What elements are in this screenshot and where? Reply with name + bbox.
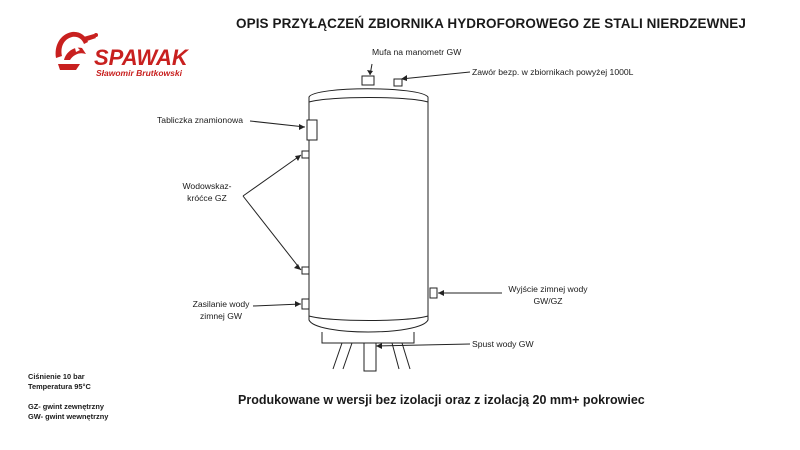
label-zasilanie-line2: zimnej GW (199, 311, 243, 321)
leader-wodowskaz-bottom (243, 196, 301, 270)
label-zawor: Zawór bezp. w zbiornikach powyżej 1000L (472, 67, 634, 77)
tank-base (322, 332, 414, 343)
fitting-wodowskaz-top (302, 151, 309, 158)
logo-brand: SPAWAK (94, 45, 188, 70)
label-tabliczka: Tabliczka znamionowa (157, 115, 243, 125)
logo-owner: Sławomir Brutkowski (96, 68, 182, 78)
arrow-mufa (367, 70, 373, 75)
arrow-spust (376, 343, 382, 349)
leader-tabliczka (250, 121, 305, 127)
note-gw: GW- gwint wewnętrzny (28, 412, 109, 421)
drain-pipe (364, 343, 376, 371)
arrow-tabliczka (299, 124, 305, 130)
leader-zawor (401, 72, 470, 79)
arrow-wyjscie (438, 290, 444, 296)
fitting-zasilanie (302, 299, 309, 309)
label-wyjscie-line2: GW/GZ (533, 296, 563, 306)
note-pressure: Ciśnienie 10 bar (28, 372, 85, 381)
leader-wodowskaz-top (243, 155, 301, 196)
label-wodowskaz (178, 180, 236, 204)
page-title: OPIS PRZYŁĄCZEŃ ZBIORNIKA HYDROFOROWEGO ZE STALI NIERDZEWNEJ (236, 16, 747, 31)
label-wyjscie-line1: Wyjście zimnej wody (508, 284, 588, 294)
label-wyjscie (503, 283, 593, 307)
leader-spust (376, 344, 470, 346)
notes (28, 372, 108, 422)
fitting-wodowskaz-bottom (302, 267, 309, 274)
arrow-zasilanie (295, 301, 301, 307)
tank-leg-left (333, 343, 342, 369)
tank-leg-right (402, 343, 410, 369)
tank-leg-right-inner (392, 343, 399, 369)
tagline: Produkowane w wersji bez izolacji oraz z izolacją 20 mm+ pokrowiec (238, 393, 645, 407)
tank-body (309, 89, 428, 332)
arrow-wodowskaz-bottom (294, 264, 301, 270)
fitting-wyjscie (430, 288, 437, 298)
fitting-mufa (362, 76, 374, 85)
leader-zasilanie (253, 304, 301, 306)
label-zasilanie (190, 298, 252, 322)
fitting-tabliczka (307, 120, 317, 140)
label-zasilanie-line1: Zasilanie wody (192, 299, 250, 309)
note-gz: GZ- gwint zewnętrzny (28, 402, 104, 411)
label-spust: Spust wody GW (472, 339, 534, 349)
label-mufa: Mufa na manometr GW (372, 47, 462, 57)
label-wodowskaz-line1: Wodowskaz- (182, 181, 232, 191)
fitting-zawor (394, 79, 402, 86)
label-wodowskaz-line2: króćce GZ (187, 193, 227, 203)
tank-leg-left-inner (343, 343, 352, 369)
note-temperature: Temperatura 95°C (28, 382, 91, 391)
